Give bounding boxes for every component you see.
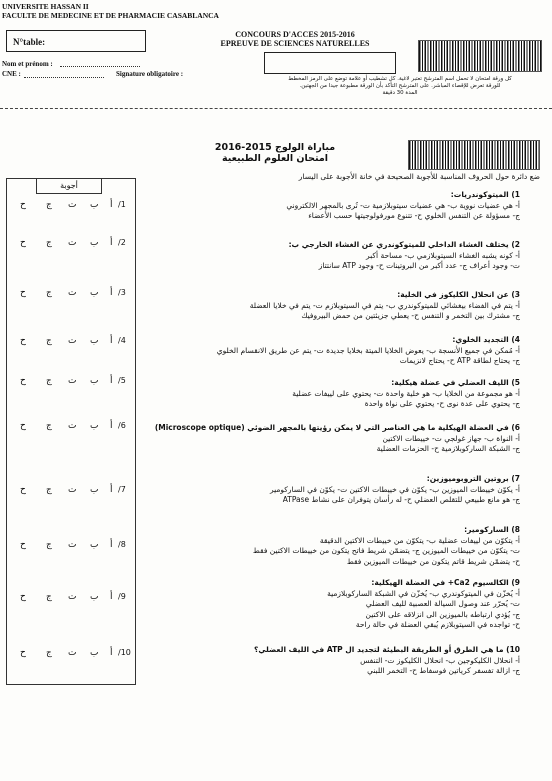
answer-choice[interactable]: ح <box>20 336 26 346</box>
answer-row <box>6 288 134 302</box>
answer-choice[interactable]: أ <box>110 421 113 431</box>
answer-choice[interactable]: ح <box>20 238 26 248</box>
answer-choice[interactable]: ب <box>90 421 99 431</box>
question-option-line: ج- يحتاج لطاقة ATP ح- يحتاج لانزيمات <box>399 356 520 365</box>
question-option-line: ج- مشترك بين التخمر و التنفس ح- يعطي جزيئتين من حمض البيروفيك <box>301 311 520 320</box>
answer-row <box>6 592 134 606</box>
answer-choice[interactable]: ج <box>46 421 52 431</box>
answer-choice[interactable]: ب <box>90 200 99 210</box>
answer-row <box>6 376 134 390</box>
answer-choice[interactable]: ب <box>90 540 99 550</box>
answer-choice[interactable]: ج <box>46 648 52 658</box>
question-block <box>155 423 520 455</box>
answer-choice[interactable]: ح <box>20 376 26 386</box>
answer-row <box>6 540 134 554</box>
answer-choice[interactable]: أ <box>110 592 113 602</box>
question-option-line: ج- مسؤولة عن التنفس الخلوي ح- تتنوع مورفولوجيتها حسب الأعضاء <box>308 211 520 220</box>
instruction-ar: ضع دائرة حول الحروف المناسبة للأجوبة الصحيحة في خانة الأجوبة على اليسار <box>298 172 540 181</box>
question-block <box>250 290 520 322</box>
name-label: Nom et prénom : <box>2 60 53 68</box>
answer-choice[interactable]: ت <box>68 592 77 602</box>
question-title: 9) الكالسيوم Ca2+ في العضلة الهيكلية: <box>371 578 520 587</box>
answer-choice[interactable]: ج <box>46 540 52 550</box>
exam-title-ar <box>150 142 400 164</box>
answer-row-number: /2 <box>118 238 126 247</box>
question-option-line: أ- انحلال الكليكوجين ب- انحلال الكليكوز ت- التنفس <box>360 655 520 665</box>
answer-row-number: /4 <box>118 336 126 345</box>
answer-choice[interactable]: ح <box>20 200 26 210</box>
question-option-line: أ- يتكوّن من لييفات عضلية ب- يتكوّن من خييطات الاكتين الدقيقة <box>319 535 520 545</box>
answer-row-number: /6 <box>118 421 126 430</box>
table-number-box[interactable] <box>6 30 146 52</box>
answer-choice[interactable]: ح <box>20 421 26 431</box>
answer-row-number: /9 <box>118 592 126 601</box>
answer-choice[interactable]: أ <box>110 540 113 550</box>
answer-choice[interactable]: ت <box>68 421 77 431</box>
instructions-note <box>250 76 550 97</box>
barcode-bottom <box>408 140 540 170</box>
question-block <box>270 474 520 506</box>
answer-row-number: /5 <box>118 376 126 385</box>
question-title: 4) التجديد الخلوي: <box>452 335 520 344</box>
answer-choice[interactable]: ج <box>46 288 52 298</box>
question-title: 8) الساركومير: <box>464 525 520 534</box>
answer-row-number: /10 <box>118 648 131 657</box>
answer-choice[interactable]: أ <box>110 648 113 658</box>
question-option-line: ج- الشبكة الساركوبلازمية ح- الحزمات العضلية <box>376 444 520 453</box>
question-title: 5) الليف العضلي في عضلة هيكلية: <box>391 378 520 387</box>
question-block <box>254 645 520 677</box>
answer-row <box>6 421 134 435</box>
question-block <box>286 190 520 222</box>
answer-row <box>6 200 134 214</box>
answer-row <box>6 648 134 662</box>
questions-area <box>140 190 540 750</box>
table-number-label: N°table: <box>13 37 46 47</box>
answer-choice[interactable]: ب <box>90 648 99 658</box>
question-option-line: ج- يحتوي على عدة نوى ح- يحتوي على نواة واحدة <box>364 399 520 408</box>
question-option-line: أ- يتم في الفضاء بيغشائي للميتوكوندري ب- يتم في السيتوبلازم ت- يتم في خلايا العضلة <box>249 300 520 310</box>
question-option-line: أ- النواة ب- جهاز غولجي ت- خييطات الاكتين <box>382 433 520 443</box>
answer-row-number: /7 <box>118 485 126 494</box>
answer-choice[interactable]: أ <box>110 288 113 298</box>
answer-choice[interactable]: ب <box>90 238 99 248</box>
question-option-line: أ- يُخزّن في الميتوكوندري ب- يُخزّن في الشبكة الساركوبلازمية <box>327 588 520 598</box>
answer-choice[interactable]: ج <box>46 376 52 386</box>
question-option-line: أ- مُمكن في جميع الأنسجة ب- يعوض الخلايا الميتة بخلايا جديدة ت- يتم عن طريق الانقسام الخلوي <box>216 345 520 355</box>
answer-choice[interactable]: ب <box>90 336 99 346</box>
cne-field[interactable] <box>24 77 104 78</box>
answer-choice[interactable]: ت <box>68 648 77 658</box>
title-line-2: امتحان العلوم الطبيعية <box>222 153 328 164</box>
barcode-top <box>418 40 542 72</box>
question-option-line: ح- تواجده في السيتوبلازم يُبقي العضلة في حالة راحة <box>355 620 520 629</box>
header-left <box>2 2 219 20</box>
answer-choice[interactable]: ح <box>20 540 26 550</box>
answer-row-number: /8 <box>118 540 126 549</box>
answer-choice[interactable]: أ <box>110 485 113 495</box>
answer-choice[interactable]: أ <box>110 238 113 248</box>
answer-row <box>6 238 134 252</box>
answer-choice[interactable]: ح <box>20 648 26 658</box>
question-title: 10) ما هي الطرق أو الطريقة البطيئة لتجديد ال ATP في الليف العضلي؟ <box>254 645 520 654</box>
answer-choice[interactable]: ت <box>68 376 77 386</box>
question-option-line: ت- وجود أعراف ج- عدد أكبر من البروتينات ح- وجود ATP سانتتاز <box>318 261 520 270</box>
answer-choice[interactable]: ت <box>68 540 77 550</box>
duration-line: المدة 30 دقيقة <box>382 90 418 96</box>
answer-header: أجوبة <box>36 178 102 194</box>
signature-label: Signature obligatoire : <box>116 70 184 78</box>
question-title: 1) الميتوكوندريات: <box>450 190 520 199</box>
answer-choice[interactable]: أ <box>110 200 113 210</box>
question-block <box>327 578 520 631</box>
question-option-line: ت- يُحرّر عند وصول السيالة العصبية لليف العضلي <box>365 599 520 608</box>
question-title: 2) يختلف الغشاء الداخلي للميتوكوندري عن الغشاء الخارجي ب: <box>288 240 520 249</box>
question-option-line: أ- هي عضيات نووية ب- هي عضيات سيتوبلازمية ت- تُرى بالمجهر الالكتروني <box>286 200 520 210</box>
answer-choice[interactable]: ت <box>68 288 77 298</box>
question-option-line: ج- هو مانع طبيعي للتقلص العضلي ح- له رأسان يتوفران على نشاط ATPase <box>282 495 520 504</box>
answer-rows <box>6 178 134 683</box>
answer-choice[interactable]: أ <box>110 376 113 386</box>
answer-choice[interactable]: ت <box>68 336 77 346</box>
answer-choice[interactable]: ت <box>68 200 77 210</box>
question-title: 7) بروتين التروبوميوزين: <box>426 474 520 483</box>
question-option-line: أ- كونه يشبه الغشاء السيتوبلازمي ب- مساحة أكبر <box>366 250 520 260</box>
question-block <box>289 240 520 272</box>
university-name: UNIVERSITE HASSAN II <box>2 2 89 11</box>
note-line-2: للورقة تعرض للإقصاء المباشر. على المترشح التأكد بأن الورقة مطبوعة جيدا من الجهتين. <box>299 83 501 89</box>
question-title: 6) في العضلة الهيكلية ما هي العناصر التي لا يمكن رؤيتها بالمجهر الضوئي (Microscope optique) <box>154 423 520 432</box>
exam-header <box>220 30 370 48</box>
note-line-1: كل ورقة امتحان لا تحمل اسم المترشح تعتبر لاغية. كل تشطيب أو علامة توضع على الرمز المخطط <box>288 76 512 82</box>
answer-choice[interactable]: ج <box>46 238 52 248</box>
answer-choice[interactable]: ب <box>90 288 99 298</box>
question-block <box>292 378 520 410</box>
answer-choice[interactable]: ح <box>20 288 26 298</box>
answer-choice[interactable]: ح <box>20 485 26 495</box>
answer-row-number: /1 <box>118 200 126 209</box>
question-option-line: ح- يتضمّن شريط قاتم يتكون من خييطات الميوزين فقط <box>346 556 520 566</box>
answer-choice[interactable]: ب <box>90 376 99 386</box>
title-line-1: مباراة الولوج 2015-2016 <box>214 142 336 153</box>
answer-choice[interactable]: ب <box>90 485 99 495</box>
answer-choice[interactable]: ج <box>46 592 52 602</box>
answer-row <box>6 485 134 499</box>
cne-label: CNE : <box>2 70 21 78</box>
faculty-name: FACULTE DE MEDECINE ET DE PHARMACIE CASABLANCA <box>2 11 219 20</box>
answer-choice[interactable]: ج <box>46 485 52 495</box>
name-field[interactable] <box>60 66 140 67</box>
question-option-line: أ- هو مجموعة من الخلايا ب- هو خلية واحدة ت- يحتوي على لييفات عضلية <box>292 388 520 398</box>
epreuve-title: EPREUVE DE SCIENCES NATURELLES <box>220 39 370 48</box>
question-option-line: ت- يتكوّن من خييطات الميوزين ج- يتضمّن شريط فاتح يتكون من خييطات الاكتين فقط <box>252 546 520 555</box>
question-option-line: أ- يكوّن خييطات الميوزين ب- يكوّن في خييطات الاكتين ت- يكوّن في الساركومير <box>269 484 520 494</box>
cut-line <box>0 108 552 109</box>
answer-choice[interactable]: ج <box>46 200 52 210</box>
answer-row-number: /3 <box>118 288 126 297</box>
question-title: 3) عن انحلال الكليكوز في الخلية: <box>397 290 520 299</box>
answer-choice[interactable]: أ <box>110 336 113 346</box>
answer-choice[interactable]: ت <box>68 238 77 248</box>
signature-box[interactable] <box>264 52 396 74</box>
question-block <box>253 525 520 567</box>
question-option-line: ج- يُؤدي ارتباطه بالميوزين الى انزلاقه على الاكتين <box>365 609 520 619</box>
concours-title: CONCOURS D'ACCES 2015-2016 <box>235 30 355 39</box>
answer-choice[interactable]: ج <box>46 336 52 346</box>
answer-choice[interactable]: ت <box>68 485 77 495</box>
answer-row <box>6 336 134 350</box>
answer-choice[interactable]: ب <box>90 592 99 602</box>
question-option-line: ج- ازالة تفسفر كرياتين فوسفاط ح- التخمر اللبني <box>367 666 520 675</box>
answer-choice[interactable]: ح <box>20 592 26 602</box>
question-block <box>217 335 520 367</box>
